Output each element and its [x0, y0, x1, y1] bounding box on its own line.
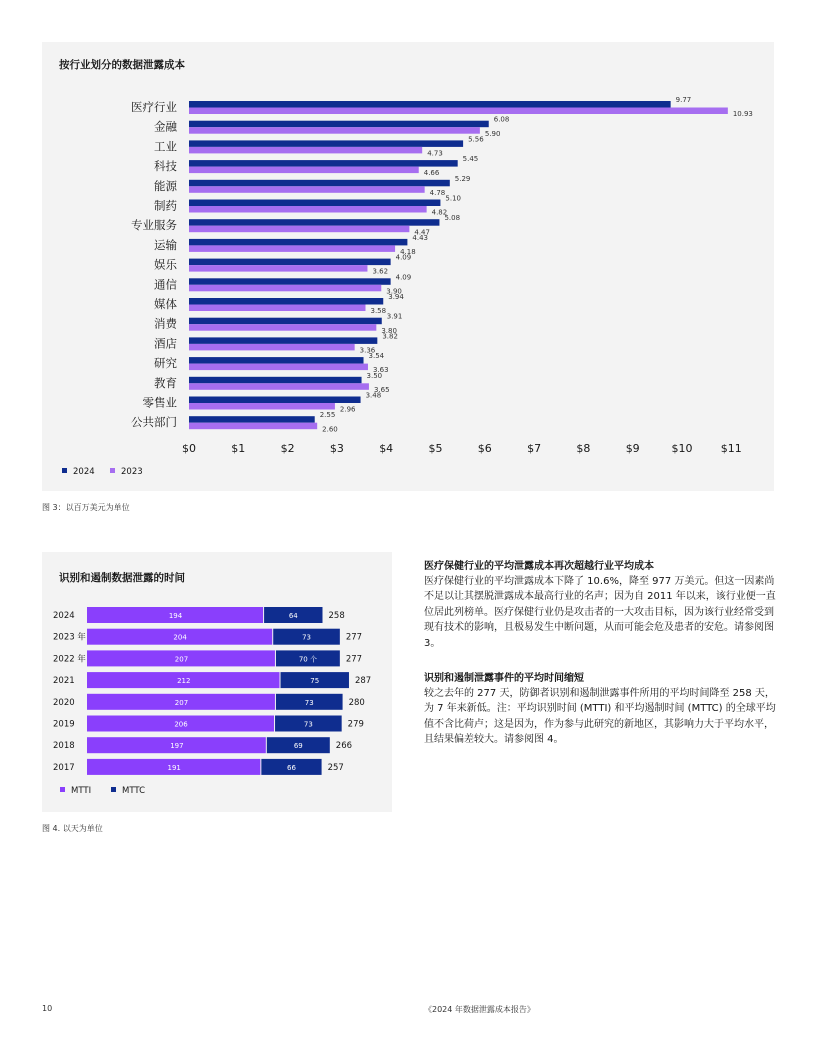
total-label: 279: [347, 719, 364, 730]
x-tick-label: $10: [671, 442, 693, 455]
bar-2024: [189, 259, 391, 266]
legend-label: 2023: [121, 467, 143, 477]
data-label: 4.47: [414, 228, 430, 237]
category-label: 制药: [154, 198, 177, 213]
bar-2023: [189, 226, 409, 233]
year-label: 2022 年: [53, 654, 86, 665]
bar-2024: [189, 121, 489, 128]
bar-2023: [189, 324, 376, 331]
data-label: 3.94: [388, 293, 404, 301]
category-label: 运输: [154, 237, 177, 252]
bar-2024: [189, 416, 315, 423]
x-tick-label: $7: [527, 442, 542, 455]
category-label: 消费: [154, 316, 177, 331]
data-label: 5.45: [462, 155, 479, 164]
detection-time-chart-panel: [42, 552, 392, 812]
industry-cost-chart-panel: [42, 42, 774, 491]
legend-swatch: [60, 787, 65, 792]
bar-2023: [189, 147, 422, 154]
segment-label: 191: [167, 763, 181, 772]
segment-label: 70 个: [298, 655, 317, 664]
data-label: 3.80: [381, 326, 397, 335]
total-label: 287: [354, 676, 372, 687]
data-label: 3.90: [386, 287, 402, 296]
year-label: 2020: [53, 697, 75, 708]
category-label: 娱乐: [154, 257, 177, 272]
bar-2024: [189, 397, 361, 404]
bar-2023: [189, 186, 425, 193]
x-tick-label: $4: [379, 442, 394, 455]
bar-2023: [189, 265, 367, 272]
year-label: 2024: [53, 611, 75, 621]
data-label: 5.90: [484, 129, 501, 138]
x-tick-label: $3: [329, 442, 344, 455]
segment-label: 73: [302, 633, 311, 642]
data-label: 5.56: [468, 135, 484, 144]
segment-label: 207: [174, 698, 189, 707]
category-label: 零售业: [142, 395, 177, 410]
year-label: 2017: [53, 762, 75, 773]
data-label: 2.96: [339, 405, 356, 414]
data-label: 5.29: [454, 174, 471, 183]
legend-swatch: [111, 787, 116, 792]
segment-label: 194: [168, 612, 183, 620]
year-label: 2018: [53, 741, 75, 752]
bar-2024: [189, 278, 391, 285]
category-label: 教育: [154, 375, 177, 390]
bar-2024: [189, 239, 407, 246]
x-tick-label: $6: [477, 442, 492, 455]
segment-label: 69: [293, 742, 303, 751]
year-label: 2021: [53, 676, 75, 687]
data-label: 4.73: [427, 149, 443, 158]
detection-time-stacked-bar-chart: [42, 552, 392, 812]
industry-cost-bar-chart: [42, 42, 774, 491]
bar-2024: [189, 377, 362, 384]
data-label: 10.93: [732, 110, 753, 119]
x-tick-label: $8: [576, 442, 591, 455]
bar-2024: [189, 357, 364, 364]
bar-2024: [189, 337, 377, 344]
category-label: 研究: [154, 356, 177, 371]
bar-2023: [189, 403, 335, 410]
figure-4-caption: 图 4. 以天为单位: [42, 824, 103, 833]
segment-label: 197: [170, 742, 184, 751]
data-label: 4.66: [423, 169, 440, 178]
bar-2023: [189, 285, 381, 292]
data-label: 2.60: [322, 425, 338, 434]
bar-2024: [189, 160, 458, 167]
year-label: 2023 年: [53, 632, 86, 643]
bar-2024: [189, 200, 440, 207]
total-label: 257: [327, 762, 344, 773]
data-label: 2.55: [319, 411, 336, 420]
x-tick-label: $2: [280, 442, 295, 455]
bar-2023: [189, 423, 317, 430]
segment-label: 204: [173, 633, 187, 642]
legend-label: MTTC: [122, 786, 146, 796]
bar-2023: [189, 167, 419, 174]
total-label: 280: [348, 697, 365, 708]
section-heading: 医疗保健行业的平均泄露成本再次超越行业平均成本: [424, 561, 654, 572]
category-label: 专业服务: [131, 218, 177, 233]
data-label: 4.43: [412, 233, 428, 242]
x-tick-label: $1: [231, 442, 246, 455]
data-label: 3.62: [372, 267, 389, 276]
legend-swatch: [110, 468, 115, 473]
category-label: 工业: [154, 139, 177, 154]
section-heading: 识别和遏制泄露事件的平均时间缩短: [424, 673, 584, 684]
figure-3-caption: 图 3：以百万美元为单位: [42, 503, 130, 512]
article-section-detection-time: [424, 671, 776, 748]
data-label: 4.78: [429, 188, 446, 197]
data-label: 9.77: [675, 96, 692, 104]
section-body: 较之去年的 277 天，防御者识别和遏制泄露事件所用的平均时间降至 258 天，为 7 年来新低。注：平均识别时间 (MTTI) 和平均遏制时间 (MTTC) 的全球平均值不含比荷卢；这是因为，作为参与此研究的新地区，其影响力大于平均水平，且结果偏差较大。请参阅图 4。: [424, 688, 776, 746]
bar-2024: [189, 101, 671, 108]
category-label: 金融: [154, 119, 177, 134]
bar-2024: [189, 180, 450, 187]
total-label: 266: [335, 741, 353, 752]
data-label: 3.54: [368, 352, 385, 361]
bar-2023: [189, 344, 355, 351]
segment-label: 75: [310, 677, 320, 686]
data-label: 3.36: [359, 346, 376, 355]
x-tick-label: $0: [182, 442, 196, 455]
bar-2023: [189, 127, 480, 134]
total-label: 277: [345, 632, 363, 643]
bar-2023: [189, 364, 368, 371]
data-label: 5.10: [445, 194, 462, 203]
total-label: 258: [328, 611, 345, 621]
chart-title: 按行业划分的数据泄露成本: [59, 59, 185, 71]
x-tick-label: $9: [625, 442, 640, 455]
data-label: 4.09: [395, 253, 412, 262]
article-section-healthcare: [424, 559, 776, 651]
data-label: 3.48: [365, 391, 382, 400]
segment-label: 207: [174, 655, 189, 664]
bar-2024: [189, 219, 439, 226]
section-body: 医疗保健行业的平均泄露成本下降了 10.6%，降至 977 万美元。但这一因素尚不足以让其摆脱泄露成本最高行业的名声；因为自 2011 年以来，该行业便一直位居此列榜单。医疗保健行业仍是攻击者的一大攻击目标，因为该行业经常受到现有技术的影响，且极易发生中断问题，从而可能会危及患者的安危。请参阅图 3。: [424, 576, 776, 649]
category-label: 公共部门: [131, 415, 177, 430]
category-label: 媒体: [154, 297, 177, 311]
bar-2023: [189, 206, 427, 213]
data-label: 3.50: [366, 371, 383, 380]
category-label: 科技: [154, 159, 177, 174]
segment-label: 206: [174, 720, 188, 729]
x-tick-label: $11: [720, 442, 742, 455]
total-label: 277: [345, 654, 363, 665]
data-label: 3.58: [370, 307, 387, 316]
data-label: 4.82: [431, 208, 448, 217]
segment-label: 66: [287, 763, 296, 772]
data-label: 3.63: [372, 366, 389, 375]
bar-2023: [189, 305, 365, 312]
segment-label: 73: [303, 720, 313, 729]
bar-2024: [189, 318, 382, 325]
bar-2024: [189, 298, 383, 305]
segment-label: 212: [177, 677, 191, 686]
data-label: 4.18: [400, 248, 416, 256]
page-number: 10: [42, 1004, 53, 1013]
category-label: 能源: [154, 178, 177, 193]
segment-label: 73: [304, 698, 314, 707]
legend-swatch: [62, 468, 67, 473]
data-label: 3.91: [386, 312, 403, 321]
legend-label: 2024: [73, 467, 95, 477]
report-title: 《2024 年数据泄露成本报告》: [424, 1005, 535, 1014]
data-label: 4.09: [395, 273, 412, 282]
data-label: 6.08: [493, 115, 510, 124]
category-label: 酒店: [154, 336, 177, 351]
data-label: 3.65: [373, 385, 390, 394]
bar-2023: [189, 245, 395, 252]
bar-2024: [189, 140, 463, 147]
data-label: 3.82: [382, 332, 398, 341]
legend-label: MTTI: [71, 786, 92, 796]
bar-2023: [189, 108, 728, 115]
year-label: 2019: [53, 719, 75, 730]
bar-2023: [189, 383, 369, 390]
chart-title: 识别和遏制数据泄露的时间: [59, 572, 185, 584]
segment-label: 64: [288, 612, 298, 620]
x-tick-label: $5: [428, 442, 443, 455]
category-label: 通信: [154, 277, 177, 292]
data-label: 5.08: [444, 214, 461, 223]
category-label: 医疗行业: [131, 100, 177, 114]
